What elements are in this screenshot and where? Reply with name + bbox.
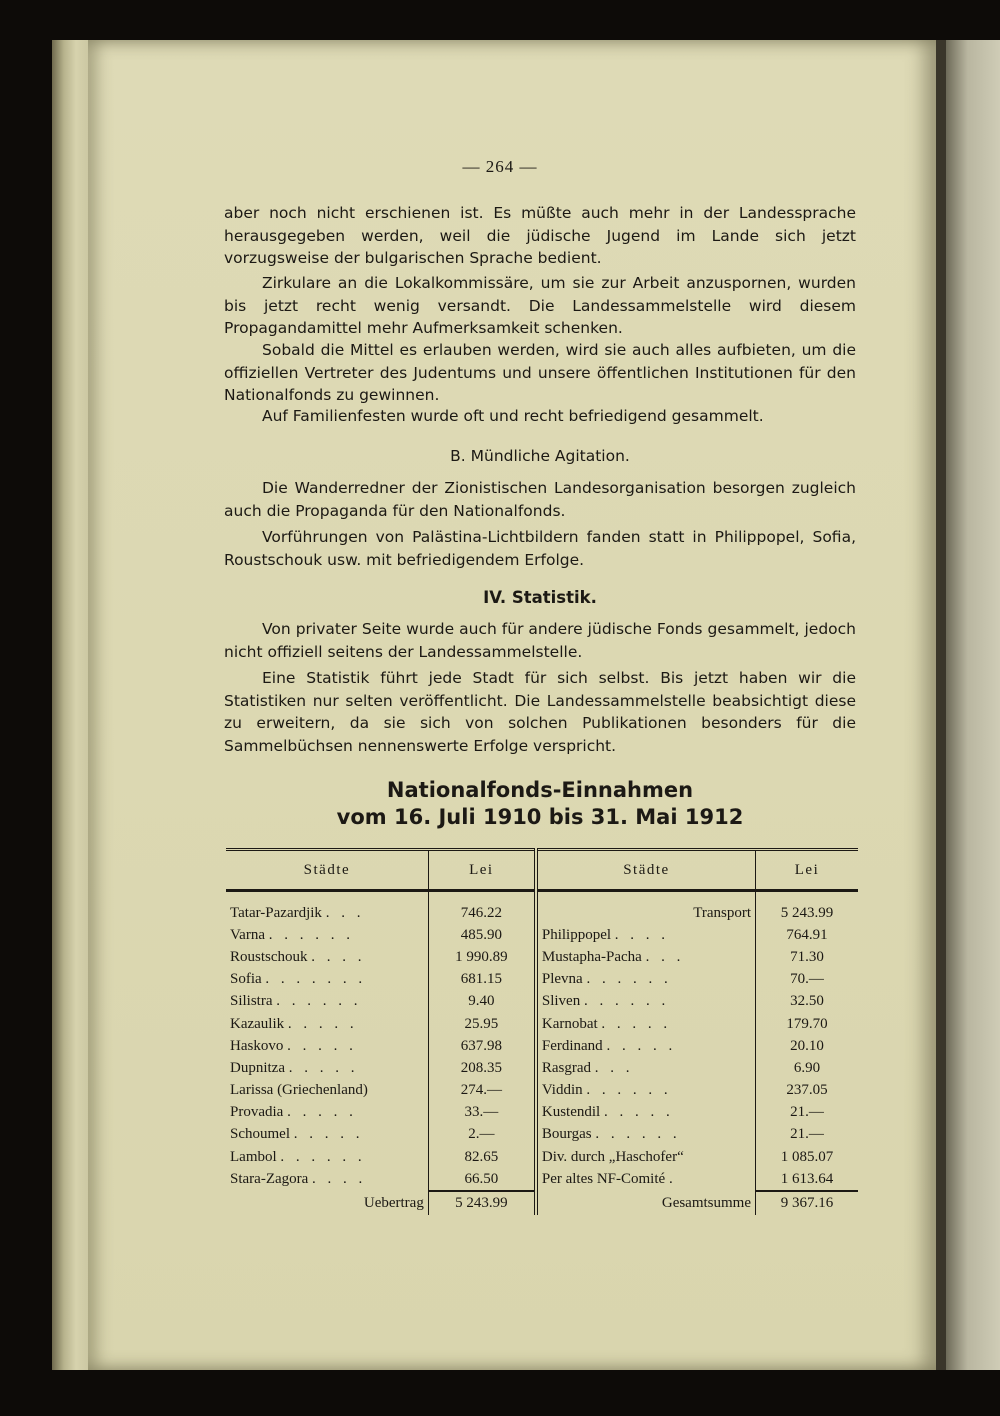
- leader-dots: . . . . .: [287, 1015, 358, 1032]
- leader-dots: . . . . . .: [268, 926, 354, 943]
- lei-right: 179.70: [756, 1013, 858, 1035]
- table-row: [226, 924, 858, 946]
- leader-dots: . . . . . .: [280, 1148, 366, 1165]
- city-right: [536, 1013, 756, 1035]
- city-left: [226, 1035, 428, 1057]
- lei-right: 1 613.64: [756, 1168, 858, 1191]
- lei-left: 33.—: [428, 1102, 536, 1124]
- header-lei-left: Lei: [428, 850, 536, 891]
- city-name: Sofia: [230, 971, 262, 988]
- city-right: [536, 1057, 756, 1079]
- paragraph-2: Zirkulare an die Lokalkommissäre, um sie zur Arbeit anzuspornen, wurden bis jetzt recht wenig versandt. Die Landessammelstelle wird diesem Propagandamittel mehr Aufmerksamkeit schenken.: [224, 274, 856, 338]
- leader-dots: . . . . . . .: [265, 971, 367, 988]
- city-right: [536, 1168, 756, 1191]
- city-right: [536, 1102, 756, 1124]
- leader-dots: . . . . . .: [586, 1082, 672, 1099]
- income-table: [226, 848, 858, 1215]
- city-left: [226, 946, 428, 968]
- lei-left: 681.15: [428, 969, 536, 991]
- lei-right: 71.30: [756, 946, 858, 968]
- table-row: [226, 1080, 858, 1102]
- lei-right: 70.—: [756, 969, 858, 991]
- table-title: Nationalfonds-Einnahmen: [386, 778, 694, 802]
- city-name: Silistra: [230, 993, 273, 1010]
- lei-left: 82.65: [428, 1146, 536, 1168]
- city-name: Mustapha-Pacha: [541, 948, 642, 965]
- city-name: Stara-Zagora: [230, 1171, 309, 1188]
- city-left: [226, 1057, 428, 1079]
- city-left: [226, 969, 428, 991]
- city-name: Div. durch „Haschofer“: [541, 1148, 684, 1165]
- city-left: [226, 1124, 428, 1146]
- lei-right: 764.91: [756, 924, 858, 946]
- leader-dots: . . . . .: [606, 1037, 677, 1054]
- city-right: [536, 946, 756, 968]
- leader-dots: . . . . .: [603, 1104, 674, 1121]
- table-header-row: [226, 850, 858, 891]
- book-edge-right: [946, 40, 1000, 1370]
- lei-left: 1 990.89: [428, 946, 536, 968]
- city-right: [536, 1146, 756, 1168]
- leader-dots: . . . . . .: [595, 1126, 681, 1143]
- city-name: Varna: [230, 926, 265, 943]
- lei-right: 21.—: [756, 1102, 858, 1124]
- leader-dots: . . . . .: [601, 1015, 672, 1032]
- leader-dots: . . . . . .: [586, 971, 672, 988]
- city-name: Kustendil: [541, 1104, 601, 1121]
- leader-dots: . . .: [325, 904, 365, 921]
- city-left: [226, 891, 428, 925]
- table-row: [226, 891, 858, 925]
- city-right: [536, 991, 756, 1013]
- uebertrag-value: 5 243.99: [428, 1191, 536, 1214]
- lei-right: 237.05: [756, 1080, 858, 1102]
- city-name: Lambol: [230, 1148, 277, 1165]
- table-row: [226, 1124, 858, 1146]
- city-left: [226, 1168, 428, 1191]
- paragraph-8: Eine Statistik führt jede Stadt für sich selbst. Bis jetzt haben wir die Statistiken nur selten veröffentlicht. Die Landessammelstelle beabsichtigt diese zu erweitern, da sie sich von solchen Publikationen besonders für die Sammelbüchsen nennenswerte Erfolge verspricht.: [224, 669, 856, 755]
- lei-left: 9.40: [428, 991, 536, 1013]
- gesamt-value: 9 367.16: [756, 1191, 858, 1214]
- leader-dots: . . . .: [311, 948, 366, 965]
- table-row: [226, 969, 858, 991]
- leader-dots: . . .: [645, 948, 685, 965]
- table-row: [226, 1057, 858, 1079]
- transport-value: 5 243.99: [756, 891, 858, 925]
- city-name: Karnobat: [541, 1015, 598, 1032]
- table-row: [226, 1146, 858, 1168]
- header-cities-left: Städte: [226, 850, 428, 891]
- leader-dots: . . . . .: [293, 1126, 364, 1143]
- leader-dots: . . . . .: [288, 1059, 359, 1076]
- page-number: — 264 —: [462, 157, 538, 176]
- city-right: [536, 1124, 756, 1146]
- city-name: Ferdinand: [541, 1037, 603, 1054]
- city-name: Rasgrad: [541, 1059, 592, 1076]
- paragraph-1: aber noch nicht erschienen ist. Es müßte auch mehr in der Landessprache herausgegeben werden, weil die jüdische Jugend im Lande sich jetzt vorzugsweise der bulgarischen Sprache bedient.: [224, 204, 856, 268]
- city-name: Viddin: [541, 1082, 583, 1099]
- leader-dots: . . . . . .: [276, 993, 362, 1010]
- lei-left: 637.98: [428, 1035, 536, 1057]
- lei-left: 746.22: [428, 891, 536, 925]
- city-right: [536, 1035, 756, 1057]
- table-sum-row: [226, 1191, 858, 1214]
- city-left: [226, 1013, 428, 1035]
- paragraph-4: Auf Familienfesten wurde oft und recht befriedigend gesammelt.: [262, 407, 764, 425]
- leader-dots: . . . .: [312, 1171, 367, 1188]
- lei-left: 485.90: [428, 924, 536, 946]
- paragraph-6: Vorführungen von Palästina-Lichtbildern fanden statt in Philippopel, Sofia, Roustschouk usw. mit befriedigendem Erfolge.: [224, 528, 856, 569]
- table-row: [226, 1013, 858, 1035]
- leader-dots: . . . . .: [287, 1104, 357, 1121]
- table-row: [226, 1168, 858, 1191]
- city-name: Plevna: [541, 971, 583, 988]
- city-name: Bourgas: [541, 1126, 592, 1143]
- paragraph-5: Die Wanderredner der Zionistischen Landesorganisation besorgen zugleich auch die Propaganda für den Nationalfonds.: [224, 479, 856, 520]
- leader-dots: .: [668, 1171, 677, 1188]
- lei-right: 21.—: [756, 1124, 858, 1146]
- city-right: [536, 1080, 756, 1102]
- city-name: Larissa (Griechenland): [230, 1082, 368, 1099]
- city-name: Tatar-Pazardjik: [230, 904, 322, 921]
- city-name: Schoumel: [230, 1126, 290, 1143]
- table-row: [226, 991, 858, 1013]
- leader-dots: . . . . . .: [583, 993, 670, 1010]
- city-left: [226, 1080, 428, 1102]
- city-right: [536, 969, 756, 991]
- header-cities-right: Städte: [536, 850, 756, 891]
- lei-left: 208.35: [428, 1057, 536, 1079]
- transport-label: Transport: [536, 891, 756, 925]
- lei-right: 6.90: [756, 1057, 858, 1079]
- city-right: [536, 924, 756, 946]
- table-row: [226, 1035, 858, 1057]
- city-left: [226, 991, 428, 1013]
- city-left: [226, 1146, 428, 1168]
- paragraph-3: Sobald die Mittel es erlauben werden, wird sie auch alles aufbieten, um die offiziellen Vertreter des Judentums und unsere öffentlichen Institutionen für den Nationalfonds zu gewinnen.: [224, 341, 856, 405]
- city-name: Dupnitza: [230, 1059, 285, 1076]
- city-name: Sliven: [541, 993, 581, 1010]
- lei-right: 32.50: [756, 991, 858, 1013]
- leader-dots: . . . .: [614, 926, 670, 943]
- leader-dots: . . . . .: [287, 1037, 357, 1054]
- uebertrag-label: Uebertrag: [363, 1194, 424, 1211]
- city-name: Per altes NF-Comité: [541, 1171, 666, 1188]
- table-row: [226, 946, 858, 968]
- lei-right: 1 085.07: [756, 1146, 858, 1168]
- paragraph-7: Von privater Seite wurde auch für andere jüdische Fonds gesammelt, jedoch nicht offiziell seitens der Landessammelstelle.: [224, 620, 856, 661]
- gesamt-label: Gesamtsumme: [536, 1191, 756, 1214]
- table-subtitle: vom 16. Juli 1910 bis 31. Mai 1912: [336, 805, 744, 829]
- section-heading-iv: IV. Statistik.: [483, 588, 597, 607]
- lei-right: 20.10: [756, 1035, 858, 1057]
- lei-left: 66.50: [428, 1168, 536, 1191]
- city-left: [226, 924, 428, 946]
- page-gutter: [936, 40, 946, 1370]
- city-name: Philippopel: [541, 926, 612, 943]
- lei-left: 25.95: [428, 1013, 536, 1035]
- city-name: Kazaulik: [230, 1015, 285, 1032]
- table-row: [226, 1102, 858, 1124]
- lei-left: 274.—: [428, 1080, 536, 1102]
- city-name: Provadia: [230, 1104, 284, 1121]
- city-left: [226, 1102, 428, 1124]
- book-edge-left: [52, 40, 92, 1370]
- leader-dots: . . .: [594, 1059, 634, 1076]
- city-name: Roustschouk: [230, 948, 308, 965]
- city-name: Haskovo: [230, 1037, 284, 1054]
- lei-left: 2.—: [428, 1124, 536, 1146]
- header-lei-right: Lei: [756, 850, 858, 891]
- section-heading-b: B. Mündliche Agitation.: [450, 447, 630, 465]
